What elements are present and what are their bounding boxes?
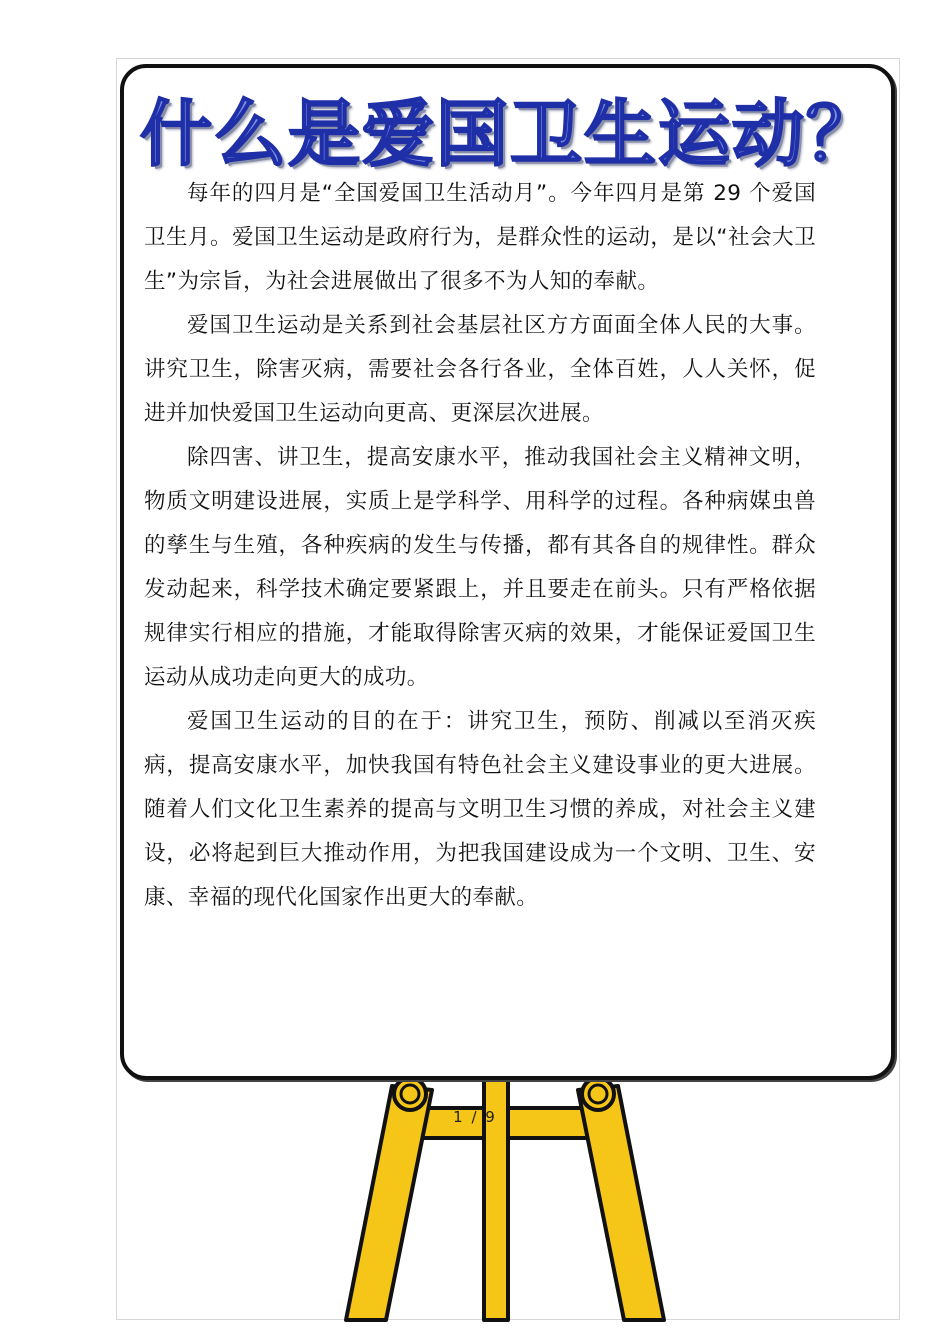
easel-right-peg: [582, 1078, 614, 1110]
article-body: [144, 172, 816, 920]
page-title: 什么是爱国卫生运动？: [140, 92, 881, 176]
easel-left-leg: [346, 1086, 432, 1320]
paragraph-3: 除四害、讲卫生，提高安康水平，推动我国社会主义精神文明，物质文明建设进展，实质上是学科学、用科学的过程。各种病媒虫兽的孳生与生殖，各种疾病的发生与传播，都有其各自的规律性。群众发动起来，科学技术确定要紧跟上，并且要走在前头。只有严格依据规律实行相应的措施，才能取得除害灭病的效果，才能保证爱国卫生运动从成功走向更大的成功。: [144, 445, 816, 690]
paragraph-2: 爱国卫生运动是关系到社会基层社区方方面面全体人民的大事。讲究卫生，除害灭病，需要社会各行各业，全体百姓，人人关怀，促进并加快爱国卫生运动向更高、更深层次进展。: [144, 313, 816, 426]
page-number: 1 / 9: [453, 1108, 497, 1126]
paragraph-1: 每年的四月是“全国爱国卫生活动月”。今年四月是第 29 个爱国卫生月。爱国卫生运动是政府行为，是群众性的运动，是以“社会大卫生”为宗旨，为社会进展做出了很多不为人知的奉献。: [144, 181, 816, 294]
paragraph-4: 爱国卫生运动的目的在于：讲究卫生，预防、削减以至消灭疾病，提高安康水平，加快我国有特色社会主义建设事业的更大进展。随着人们文化卫生素养的提高与文明卫生习惯的养成，对社会主义建设，必将起到巨大推动作用，为把我国建设成为一个文明、卫生、安康、幸福的现代化国家作出更大的奉献。: [144, 709, 816, 910]
easel-right-leg: [578, 1086, 664, 1320]
easel-left-peg: [394, 1078, 426, 1110]
